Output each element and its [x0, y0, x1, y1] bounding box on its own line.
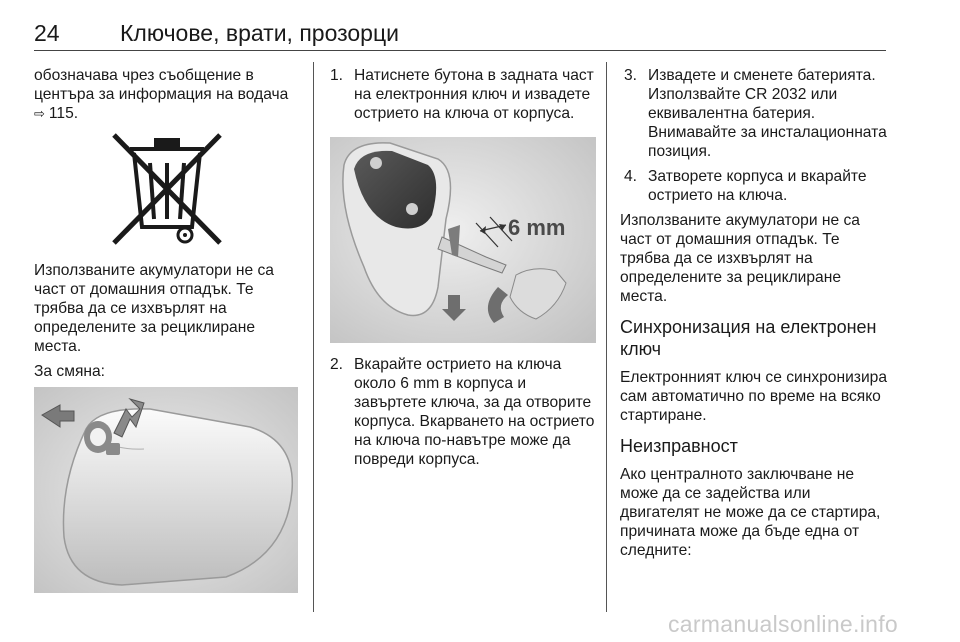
page-header — [34, 20, 886, 50]
page-reference[interactable]: 115. — [48, 105, 79, 122]
step-3-number: 3. — [624, 67, 638, 84]
right-column — [620, 66, 890, 566]
step-2-text: Вкарайте острието на ключа около 6 mm в корпуса и завъртете ключа, за да отворите корпуса. Вкарването на острието на ключа по-навътре може да повреди корпуса. — [354, 356, 595, 468]
sync-paragraph: Електронният ключ се синхронизира сам автоматично по време на всяко стартиране. — [620, 369, 888, 424]
step-4-number: 4. — [624, 168, 638, 185]
replace-label: За смяна: — [34, 363, 106, 380]
battery-note-right: Използваните акумулатори не са част от домашния отпадък. Те трябва да се изхвърлят на определените за рециклиране места. — [620, 212, 860, 305]
weee-crossed-bin-figure — [34, 129, 300, 251]
step-4 — [620, 167, 890, 205]
intro-paragraph — [34, 66, 300, 123]
header-rule — [34, 50, 886, 51]
intro-text: обозначава чрез съобщение в центъра за информация на водача — [34, 67, 289, 103]
battery-note: Използваните акумулатори не са част от домашния отпадък. Те трябва да се изхвърлят на определените за рециклиране места. — [34, 262, 274, 355]
step-3 — [620, 66, 890, 161]
reference-arrow-icon: ⇨ — [34, 106, 45, 121]
step-1-text: Натиснете бутона в задната част на електронния ключ и извадете острието на ключа от корпуса. — [354, 67, 594, 122]
fault-paragraph: Ако централното заключване не може да се задейства или двигателят не може да се стартира, причината може да бъде една от следните: — [620, 466, 881, 559]
step-1-number: 1. — [330, 67, 344, 84]
key-fob-open-figure — [34, 387, 298, 593]
dimension-label: 6 mm — [508, 215, 566, 240]
fault-heading: Неизправност — [620, 436, 738, 456]
step-1 — [326, 66, 596, 123]
chapter-title: Ключове, врати, прозорци — [120, 20, 399, 46]
crossed-bin-icon — [34, 129, 300, 251]
step-2 — [326, 355, 596, 469]
middle-column — [326, 66, 596, 475]
column-divider-left — [313, 62, 314, 612]
key-blade-illustration — [330, 137, 596, 343]
sync-heading: Синхронизация на електронен ключ — [620, 317, 877, 359]
step-3-text: Извадете и сменете батерията. Използвайте CR 2032 или еквивалентна батерия. Внимавайте за инсталационната позиция. — [648, 67, 887, 160]
key-fob-illustration — [34, 387, 298, 593]
key-blade-figure — [330, 137, 596, 343]
step-2-number: 2. — [330, 356, 344, 373]
page-number: 24 — [34, 20, 60, 46]
step-4-text: Затворете корпуса и вкарайте острието на ключа. — [648, 168, 867, 204]
column-divider-right — [606, 62, 607, 612]
left-column — [34, 66, 300, 593]
watermark: carmanualsonline.info — [667, 611, 898, 637]
